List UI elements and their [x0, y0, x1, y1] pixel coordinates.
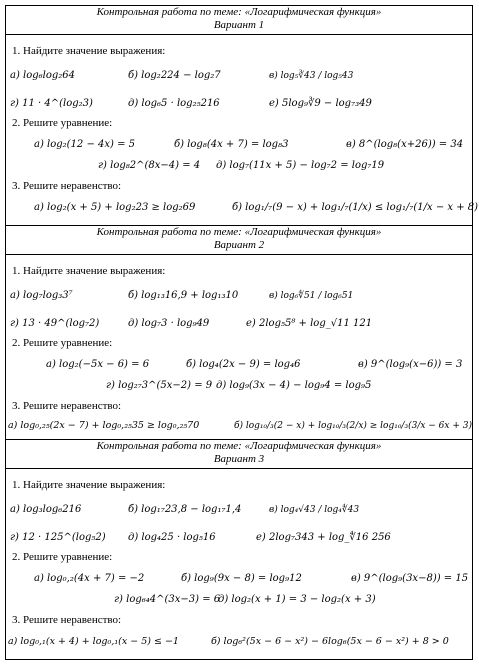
v3-task1-d: г) 12 · 125^(log₅2): [10, 532, 106, 543]
v2-task1-c: в) log₆∜51 / log₆51: [269, 291, 354, 301]
variant-2-title: Контрольная работа по теме: «Логарифмическая функция»: [96, 226, 382, 238]
variant-1-q3: 3. Решите неравенство:: [12, 180, 122, 192]
variant-3-q1: 1. Найдите значение выражения:: [12, 479, 166, 491]
v3-task2-d: г) log₆₄4^(3x−3) = 6: [114, 594, 221, 605]
v1-task2-d: г) log₈2^(8x−4) = 4: [98, 160, 201, 171]
v1-task1-b: б) log₂224 − log₂7: [128, 70, 221, 81]
v2-task3-b: б) log₁₀/₃(2 − x) + log₁₀/₃(2/x) ≥ log₁₀/₃(3/x − 6x + 3): [234, 421, 472, 431]
v2-task2-c: в) 9^(log₉(x−6)) = 3: [358, 359, 463, 370]
v3-task1-e: д) log₄25 · log₅16: [128, 532, 216, 543]
v1-task3-b: б) log₁/₇(9 − x) + log₁/₇(1/x) ≤ log₁/₇(1/x − x + 8): [232, 202, 479, 213]
variant-1-title: Контрольная работа по теме: «Логарифмическая функция»: [96, 6, 382, 18]
v2-task1-a: а) log₇log₃3⁷: [10, 290, 73, 301]
variant-2-q3: 3. Решите неравенство:: [12, 400, 122, 412]
variant-1-number: Вариант 1: [213, 19, 265, 31]
v3-task2-b: б) log₉(9x − 8) = log₉12: [181, 573, 302, 584]
v2-task2-e: д) log₉(3x − 4) − log₉4 = log₉5: [216, 380, 372, 391]
v2-task2-d: г) log₂₇3^(5x−2) = 9: [106, 380, 213, 391]
variant-2-q1: 1. Найдите значение выражения:: [12, 265, 166, 277]
variant-2-body: [5, 255, 473, 440]
variant-3-q2: 2. Решите уравнение:: [12, 551, 113, 563]
v1-task2-c: в) 8^(log₈(x+26)) = 34: [346, 139, 464, 150]
v3-task2-c: в) 9^(log₉(3x−8)) = 15: [351, 573, 469, 584]
v3-task3-a: а) log₀,₁(x + 4) + log₀,₁(x − 5) ≤ −1: [8, 636, 179, 647]
variant-3-q3: 3. Решите неравенство:: [12, 614, 122, 626]
v1-task2-b: б) log₈(4x + 7) = log₈3: [174, 139, 289, 150]
v2-task1-e: д) log₇3 · log₉49: [128, 318, 210, 329]
v3-task2-e: д) log₂(x + 1) = 3 − log₂(x + 3): [218, 594, 376, 605]
v3-task1-a: а) log₃log₆216: [10, 504, 82, 515]
worksheet: [5, 5, 479, 660]
v1-task2-a: а) log₂(12 − 4x) = 5: [34, 139, 136, 150]
v3-task1-b: б) log₁₇23,8 − log₁₇1,4: [128, 504, 242, 515]
v1-task2-e: д) log₇(11x + 5) − log₇2 = log₇19: [216, 160, 385, 171]
v2-task3-a: а) log₀,₂₅(2x − 7) + log₀,₂₅35 ≥ log₀,₂₅70: [8, 420, 200, 431]
variant-2-header: [5, 225, 473, 255]
variant-2-number: Вариант 2: [213, 239, 265, 251]
v1-task1-c: в) log₅∛43 / log₅43: [269, 71, 354, 81]
v2-task1-d: г) 13 · 49^(log₇2): [10, 318, 100, 329]
variant-3-header: [5, 439, 473, 469]
variant-1-body: [5, 35, 479, 226]
variant-1-header: [5, 5, 473, 35]
v2-task1-b: б) log₁₃16,9 + log₁₃10: [128, 290, 239, 301]
v3-task1-c: в) log₄√43 / log₄∜43: [269, 505, 360, 515]
v3-task3-b: б) log₆²(5x − 6 − x²) − 6log₆(5x − 6 − x²) + 8 > 0: [211, 636, 449, 647]
variant-1-q1: 1. Найдите значение выражения:: [12, 45, 166, 57]
variant-3-number: Вариант 3: [213, 453, 265, 465]
variant-2-q2: 2. Решите уравнение:: [12, 337, 113, 349]
v1-task1-d: г) 11 · 4^(log₂3): [10, 98, 93, 109]
v1-task1-e: д) log₆5 · log₂₅216: [128, 98, 220, 109]
v1-task1-f: е) 5log₉∛9 − log₇₃49: [269, 98, 372, 109]
v1-task3-a: а) log₂(x + 5) + log₂23 ≥ log₂69: [34, 202, 196, 213]
v2-task1-f: е) 2log₅5⁸ + log_√11 121: [246, 318, 373, 329]
v3-task1-f: е) 2log₇343 + log_∜16 256: [256, 532, 391, 543]
v3-task2-a: а) log₀,₂(4x + 7) = −2: [34, 573, 145, 584]
variant-3-body: [5, 469, 473, 660]
v2-task2-a: а) log₂(−5x − 6) = 6: [46, 359, 150, 370]
v2-task2-b: б) log₄(2x − 9) = log₄6: [186, 359, 301, 370]
v1-task1-a: а) log₆log₂64: [10, 70, 76, 81]
variant-3-title: Контрольная работа по теме: «Логарифмическая функция»: [96, 440, 382, 452]
variant-1-q2: 2. Решите уравнение:: [12, 117, 113, 129]
